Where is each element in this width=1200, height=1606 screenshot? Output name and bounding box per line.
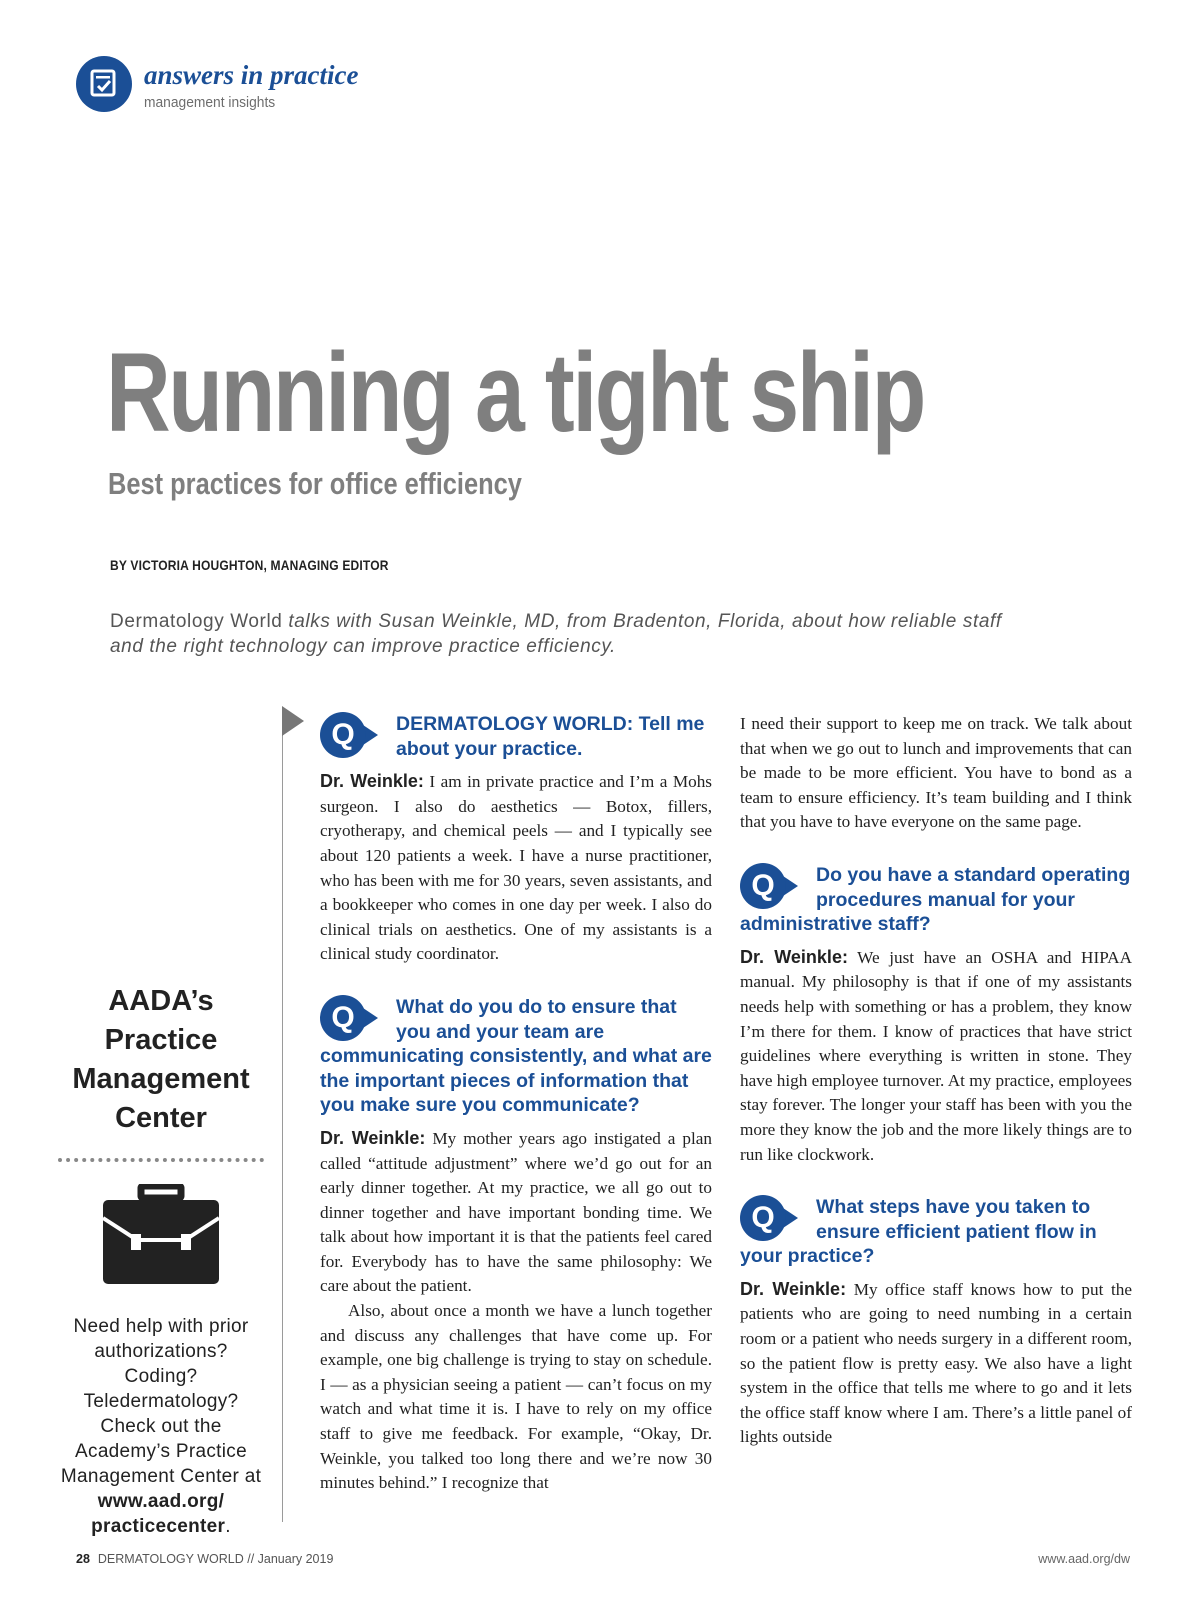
column-rule (282, 722, 283, 1522)
sidebar-title: AADA’s Practice Management Center (72, 985, 250, 1134)
intro-text: talks with Susan Weinkle, MD, from Bradenton, Florida, about how reliable staff and the right technology can improve practice efficiency. (110, 611, 1002, 657)
section-subtitle: management insights (144, 94, 276, 111)
question-badge-icon: Q (740, 1195, 812, 1241)
question-3-text: Do you have a standard operating procedures manual for your administrative staff? (740, 863, 1131, 936)
footer-folio (76, 1552, 333, 1566)
speaker-label: Dr. Weinkle: (740, 1278, 847, 1299)
answer-1 (320, 769, 712, 967)
answer-2-continued (740, 712, 1132, 835)
speaker-label: Dr. Weinkle: (740, 946, 848, 967)
question-badge-icon: Q (320, 995, 392, 1041)
question-4 (740, 1195, 1132, 1269)
answer-2-paragraph-3: I need their support to keep me on track. We talk about that when we go out to lunch and improvements that can be made to be more efficient. You have to bond as a team to ensure efficiency. It’s team building and I think that you have to have everyone on the same page. (740, 714, 1132, 832)
question-1 (320, 712, 712, 761)
article-column-1 (320, 712, 712, 1496)
sidebar-period: . (225, 1516, 231, 1537)
section-badge (76, 56, 132, 112)
answer-4 (740, 1277, 1132, 1450)
answer-2-paragraph-2: Also, about once a month we have a lunch together and discuss any challenges that have come up. For example, one big challenge is trying to stay on schedule. I — as a physician seeing a patient — can’t focus on my watch and what time it is. I have to rely on my office staff to give me feedback. For example, “Okay, Dr. Weinkle, you talked too long there and we’re now 30 minutes behind.” I recognize that (320, 1301, 712, 1493)
answer-3 (740, 945, 1132, 1167)
answer-3-text: We just have an OSHA and HIPAA manual. My philosophy is that if one of my assistants needs help with something or has a problem, they know I’m there for them. I know of practices that have strict guidelines where everything is written in stone. They have high employee turnover. At my practice, employees stay forever. The longer your staff has been with you the more they know the job and the more likely things are to run like clockwork. (740, 947, 1132, 1164)
sidebar-body: Need help with prior authorizations? Coding? Teledermatology? Check out the Academy’s Practice Management Center at (60, 1316, 262, 1487)
section-name: answers in practice (144, 60, 359, 90)
briefcase-icon (101, 1184, 221, 1286)
speaker-label: Dr. Weinkle: (320, 1127, 426, 1148)
practice-center-link[interactable]: www.aad.org/ practicecenter (91, 1491, 226, 1537)
answer-4-text: My office staff knows how to put the patients who are going to need numbing in a certain room or a patient who needs surgery in a different room, so the patient flow is pretty easy. We also have a light system in the office that tells me where to go and it lets the office staff know where I am. There’s a little panel of lights outside (740, 1279, 1132, 1447)
clipboard-check-icon (90, 69, 118, 99)
dotted-divider (58, 1158, 264, 1162)
answer-2 (320, 1126, 712, 1496)
publication-issue: DERMATOLOGY WORLD // January 2019 (97, 1552, 334, 1566)
question-1-text: DERMATOLOGY WORLD: Tell me about your practice. (396, 713, 705, 760)
question-4-text: What steps have you taken to ensure efficient patient flow in your practice? (740, 1196, 1097, 1268)
question-badge-icon: Q (320, 712, 392, 758)
speaker-label: Dr. Weinkle: (320, 771, 424, 792)
question-3 (740, 863, 1132, 937)
article-title: Running a tight ship (106, 330, 924, 455)
footer-url[interactable]: www.aad.org/dw (1038, 1552, 1130, 1566)
triangle-marker-icon (282, 706, 304, 736)
article-column-2 (740, 712, 1132, 1450)
byline: BY VICTORIA HOUGHTON, MANAGING EDITOR (110, 557, 389, 573)
page-number: 28 (76, 1552, 90, 1566)
article-subtitle: Best practices for office efficiency (108, 466, 522, 501)
answer-2-paragraph-1: My mother years ago instigated a plan called “attitude adjustment” where we’d go out for an early dinner together. At my practice, we all go out to dinner together and have important bonding time. We talk about how important it is that the patients feel cared for. Everybody has to have the same philosophy: We care about the patient. (320, 1128, 712, 1296)
intro-publication: Dermatology World (110, 611, 283, 632)
sidebar-text (56, 1314, 266, 1539)
answer-1-text: I am in private practice and I’m a Mohs surgeon. I also do aesthetics — Botox, fillers, cryotherapy, and chemical peels — and I typically see about 120 patients a week. I have a nurse practitioner, who has been with me for 30 years, seven assistants, and a bookkeeper who comes in one day per week. I also do clinical trials on aesthetics. One of my assistants is a clinical study coordinator. (320, 772, 712, 964)
question-badge-icon: Q (740, 863, 812, 909)
sidebar-practice-center (56, 982, 266, 1539)
question-2-text: What do you do to ensure that you and your team are communicating consistently, and what are the important pieces of information that you make sure you communicate? (320, 995, 712, 1117)
intro-paragraph (110, 609, 1040, 659)
question-2 (320, 995, 712, 1118)
